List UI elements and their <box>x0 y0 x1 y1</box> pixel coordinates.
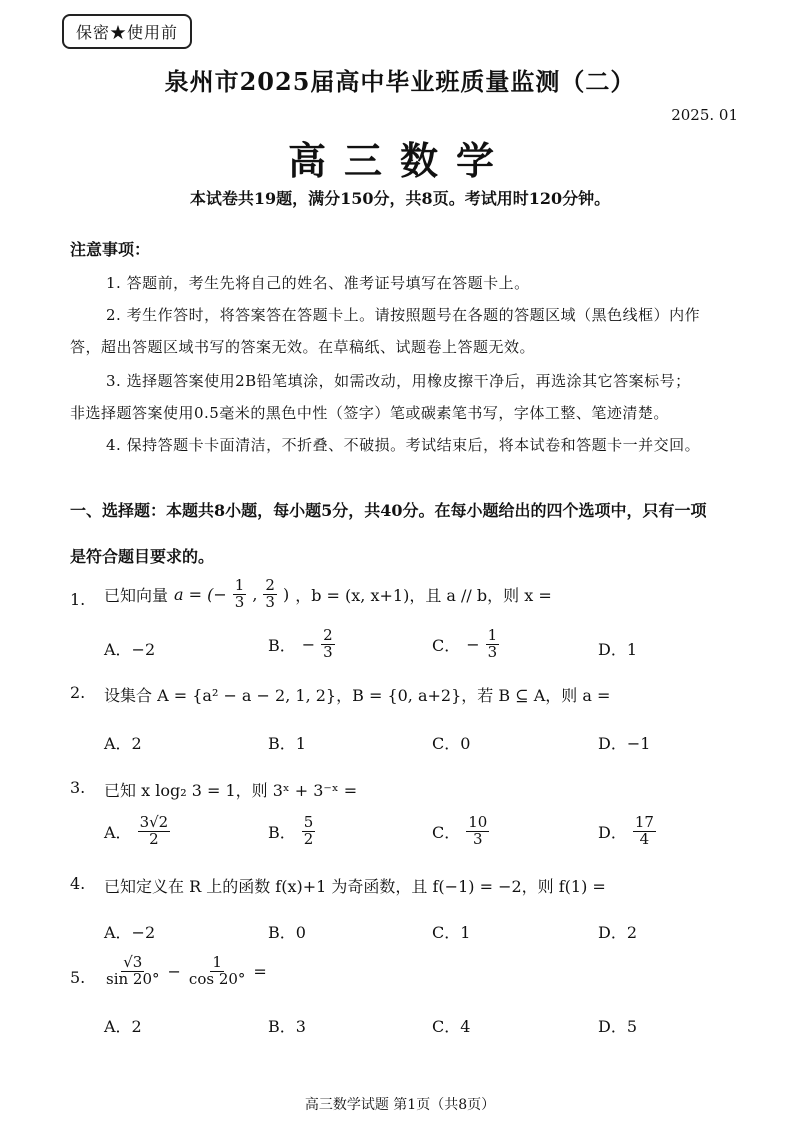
notice-line: 1. 答题前，考生先将自己的姓名、准考证号填写在答题卡上。 <box>106 274 530 292</box>
option-a[interactable]: A．2 <box>104 1017 142 1036</box>
option-c[interactable]: C．4 <box>432 1017 471 1036</box>
question-number: 4. <box>70 874 86 893</box>
notice-line: 4. 保持答题卡卡面清洁，不折叠、不破损。考试结束后，将本试卷和答题卡一并交回。 <box>106 436 701 454</box>
option-b[interactable]: B．0 <box>268 923 306 942</box>
q1-vec-a: a = (− <box>174 584 227 604</box>
option-c[interactable]: C．1 <box>432 923 471 942</box>
exam-title: 泉州市2025届高中毕业班质量监测（二） <box>164 67 636 96</box>
fraction: $\frac{1}{3}$ <box>234 576 245 611</box>
question-3-stem: 已知 x log₂ 3 = 1，则 3ˣ + 3⁻ˣ = <box>104 781 358 800</box>
fraction: $\frac{√3}{\sin 20^\circ}$ <box>106 953 160 988</box>
fraction: $\frac{2}{3}$ <box>323 626 333 661</box>
section-heading: 一、选择题：本题共8小题，每小题5分，共40分。在每小题给出的四个选项中，只有一项 <box>70 501 707 520</box>
question-5-stem: $\frac{√3}{\sin 20^\circ}$ − $\frac{1}{\cos 20^\circ}$ = <box>106 953 267 988</box>
fraction: $\frac{3√2}{2}$ <box>139 813 169 848</box>
option-d[interactable]: D．2 <box>598 923 638 942</box>
option-a[interactable]: A． $\frac{3√2}{2}$ <box>104 813 169 848</box>
question-number: 3. <box>70 778 86 797</box>
option-b[interactable]: B． − $\frac{2}{3}$ <box>268 626 333 661</box>
question-4-stem: 已知定义在 R 上的函数 f(x)+1 为奇函数，且 f(−1) = −2，则 f(1) = <box>104 877 606 896</box>
exam-date: 2025. 01 <box>671 106 738 124</box>
option-b[interactable]: B．1 <box>268 734 306 753</box>
subject-title: 高三数学 <box>287 138 512 183</box>
fraction: $\frac{1}{\cos 20^\circ}$ <box>188 953 246 988</box>
question-1-stem: 已知向量 a = (− $\frac{1}{3}$ , $\frac{2}{3}$ ) ，b = (x, x+1)，且 a // b，则 x = <box>104 576 552 611</box>
option-b[interactable]: B．3 <box>268 1017 306 1036</box>
option-a[interactable]: A．−2 <box>104 923 156 942</box>
q1-pre: 已知向量 <box>104 585 169 605</box>
option-d[interactable]: D．5 <box>598 1017 638 1036</box>
notice-line: 3. 选择题答案使用2B铅笔填涂，如需改动，用橡皮擦干净后，再选涂其它答案标号； <box>106 372 691 390</box>
option-b[interactable]: B． $\frac{5}{2}$ <box>268 813 314 848</box>
notice-line: 2. 考生作答时，将答案答在答题卡上。请按照题号在各题的答题区域（黑色线框）内作 <box>106 306 701 324</box>
option-d[interactable]: D．−1 <box>598 734 651 753</box>
question-number: 5. <box>70 968 86 987</box>
question-2-stem: 设集合 A = {a² − a − 2, 1, 2}，B = {0, a+2}，若 B ⊆ A，则 a = <box>104 686 611 705</box>
question-number: 2. <box>70 683 86 702</box>
notice-heading: 注意事项： <box>70 240 151 259</box>
notice-line: 非选择题答案使用0.5毫米的黑色中性（签字）笔或碳素笔书写，字体工整、笔迹清楚。 <box>70 404 669 422</box>
fraction: $\frac{5}{2}$ <box>303 813 314 848</box>
option-c[interactable]: C． − $\frac{1}{3}$ <box>432 626 498 661</box>
q1-rest: ，b = (x, x+1)，且 a // b，则 x = <box>295 585 552 605</box>
page-footer: 高三数学试题 第1页（共8页） <box>304 1097 496 1113</box>
option-d[interactable]: D．1 <box>598 640 638 659</box>
confidential-stamp: 保密★使用前 <box>62 14 192 49</box>
exam-info: 本试卷共19题，满分150分，共8页。考试用时120分钟。 <box>189 189 611 208</box>
option-c[interactable]: C．0 <box>432 734 471 753</box>
option-a[interactable]: A．−2 <box>104 640 156 659</box>
fraction: $\frac{10}{3}$ <box>468 813 488 848</box>
question-number: 1. <box>70 590 86 609</box>
section-heading-cont: 是符合题目要求的。 <box>70 547 215 566</box>
fraction: $\frac{1}{3}$ <box>487 626 498 661</box>
option-d[interactable]: D． $\frac{17}{4}$ <box>598 813 654 848</box>
option-a[interactable]: A．2 <box>104 734 142 753</box>
fraction: $\frac{17}{4}$ <box>634 813 654 848</box>
notice-line: 答，超出答题区域书写的答案无效。在草稿纸、试题卷上答题无效。 <box>70 338 536 356</box>
fraction: $\frac{2}{3}$ <box>265 576 275 611</box>
option-c[interactable]: C． $\frac{10}{3}$ <box>432 813 488 848</box>
